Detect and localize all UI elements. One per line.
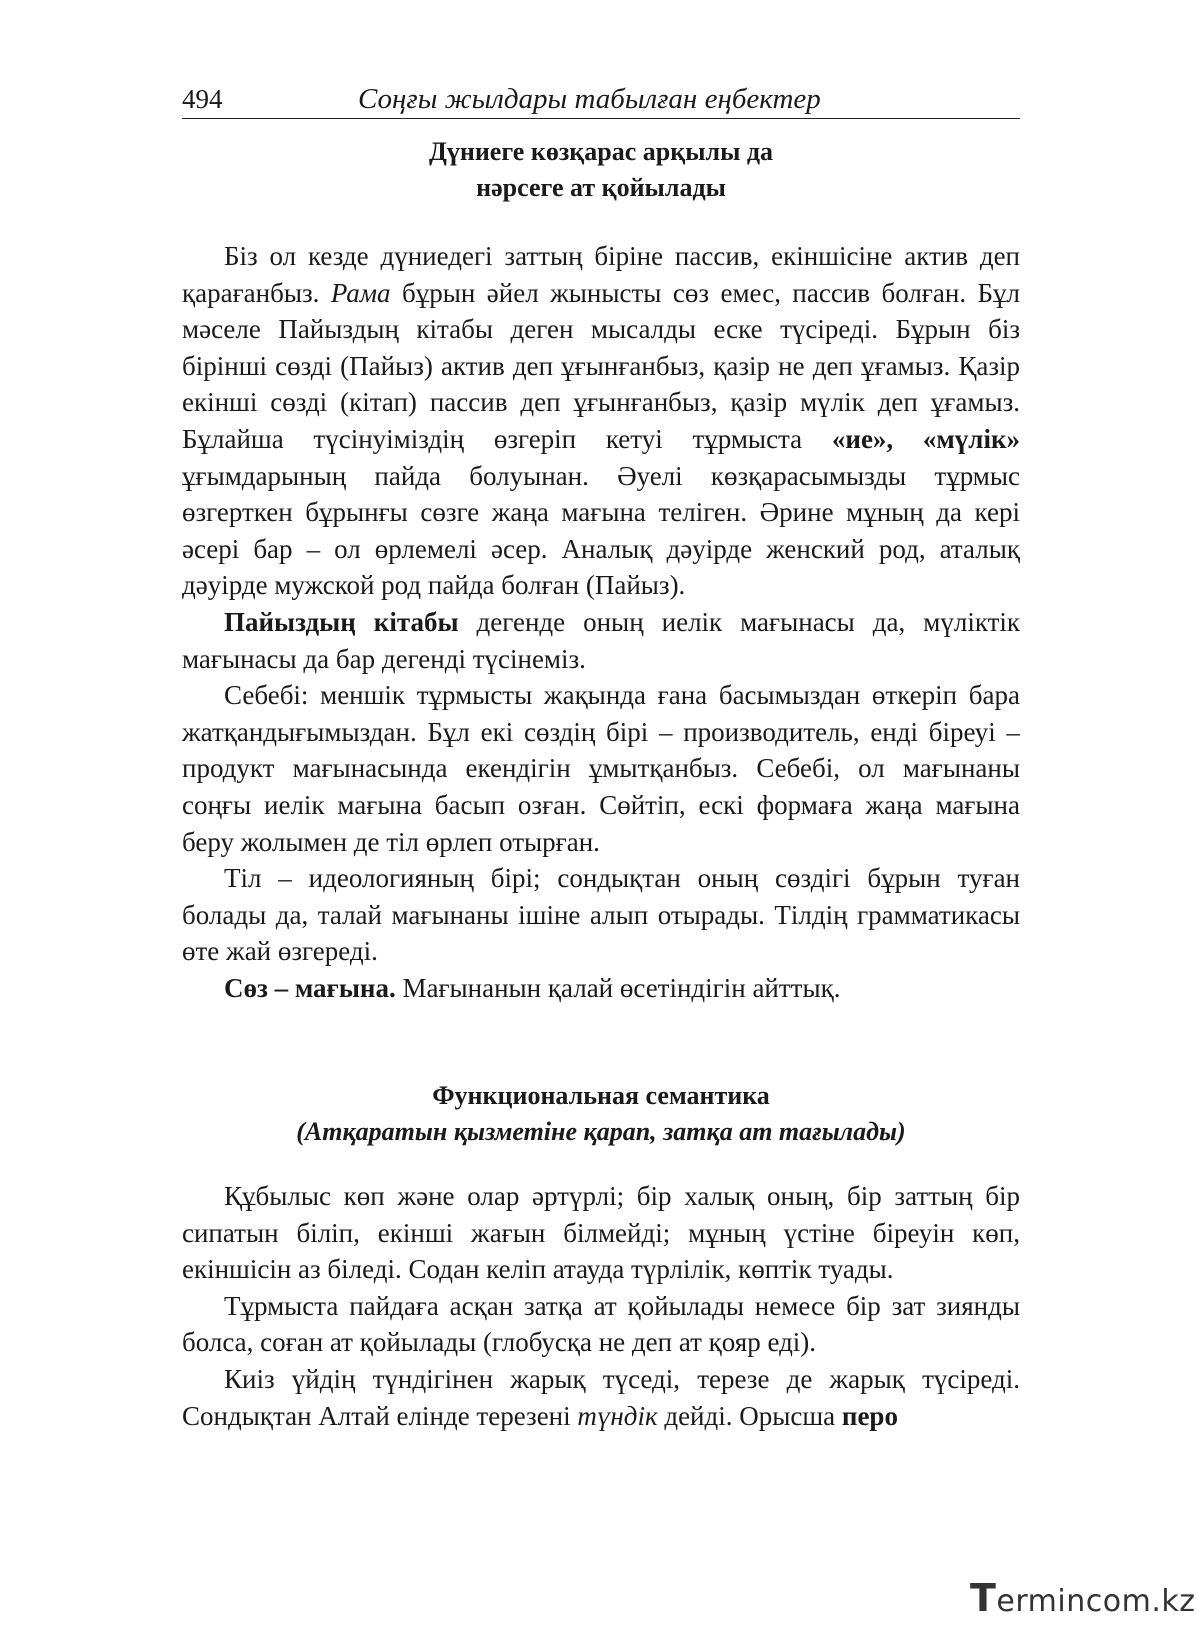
paragraph: Тіл – идеологияның бірі; сондықтан оның сөздігі бұрын туған болады да, талай мағынаны ішіне алып отырады. Тілдің грамматикасы өте жай өзгереді. [182, 863, 1020, 967]
paragraph: Пайыздың кітабы дегенде оның иелік мағынасы да, мүліктік мағынасы да бар дегенді түсінеміз. [182, 606, 1021, 674]
section-2-subtitle: (Атқаратын қызметіне қарап, затқа ат тағылады) [296, 1117, 906, 1146]
running-head [182, 80, 1020, 119]
watermark-text: Termincom.kz [970, 1576, 1196, 1620]
section-2-body [182, 1178, 1020, 1434]
paragraph: Құбылыс көп және олар әртүрлі; бір халық оның, бір заттың бір сипатын біліп, екінші жағын білмейді; мұның үстіне біреуін көп, екіншісін аз біледі. Содан келіп атауда түрлілік, көптік туады. [182, 1181, 1020, 1285]
watermark-logo [940, 1572, 1196, 1622]
bold-term: Пайыздың кітабы [224, 606, 459, 637]
paragraph: Сөз – мағына. Мағынанын қалай өсетіндігін айттық. [224, 972, 841, 1003]
running-title: Соңғы жылдары табылған еңбектер [358, 83, 821, 115]
paragraph: Киіз үйдің түндігінен жарық түседі, терезе де жарық түсіреді. Сондықтан Алтай елінде терезені түндік дейді. Орысша перо [182, 1363, 1020, 1431]
page-number: 494 [182, 84, 223, 114]
italic-term: Рама [330, 277, 391, 308]
section-2-title: Функциональная семантика [432, 1081, 770, 1110]
section-title-line-1: Дүниеге көзқарас арқылы да [428, 137, 774, 166]
paragraph: Тұрмыста пайдаға асқан затқа ат қойылады немесе бір зат зиянды болса, соған ат қойылады (глобусқа не деп ат қояр еді). [182, 1290, 1020, 1358]
bold-term: «ие», «мүлік» [831, 423, 1020, 454]
bold-term: Сөз – мағына. [224, 972, 396, 1003]
paragraph: Себебі: меншік тұрмысты жақында ғана басымыздан өткеріп бара жатқандығымыздан. Бұл екі сөздің бірі – производитель, енді біреуі – продукт мағынасында екендігін ұмытқанбыз. Себебі, ол мағынаны соңғы иелік мағына басып озған. Сөйтіп, ескі формаға жаңа мағына беру жолымен де тіл өрлеп отырған. [182, 680, 1020, 857]
bold-term: перо [841, 1400, 898, 1431]
section-title-line-2: нәрсеге ат қойылады [476, 173, 726, 202]
italic-term: түндік [577, 1400, 658, 1431]
paragraph: Біз ол кезде дүниедегі заттың біріне пассив, екіншісіне актив деп қарағанбыз. Рама бұрын әйел жынысты сөз емес, пассив болған. Бұл мәселе Пайыздың кітабы деген мысалды еске түсіреді. Бұрын біз бірінші сөзді (Пайыз) актив деп ұғынғанбыз, қазір не деп ұғамыз. Қазір екінші сөзді (кітап) пассив деп ұғынғанбыз, қазір мүлік деп ұғамыз. Бұлайша түсінуіміздің өзгеріп кетуі тұрмыста «ие», «мүлік» ұғымдарының пайда болуынан. Әуелі көзқарасымызды тұрмыс өзгерткен бұрынғы сөзге жаңа мағына телiген. Әрине мұның да кері әсері бар – ол өрлемелі әсер. Аналық дәуірде женский род, аталық дәуірде мужской род пайда болған (Пайыз). [182, 241, 1020, 601]
section-1-body [182, 238, 1020, 1006]
